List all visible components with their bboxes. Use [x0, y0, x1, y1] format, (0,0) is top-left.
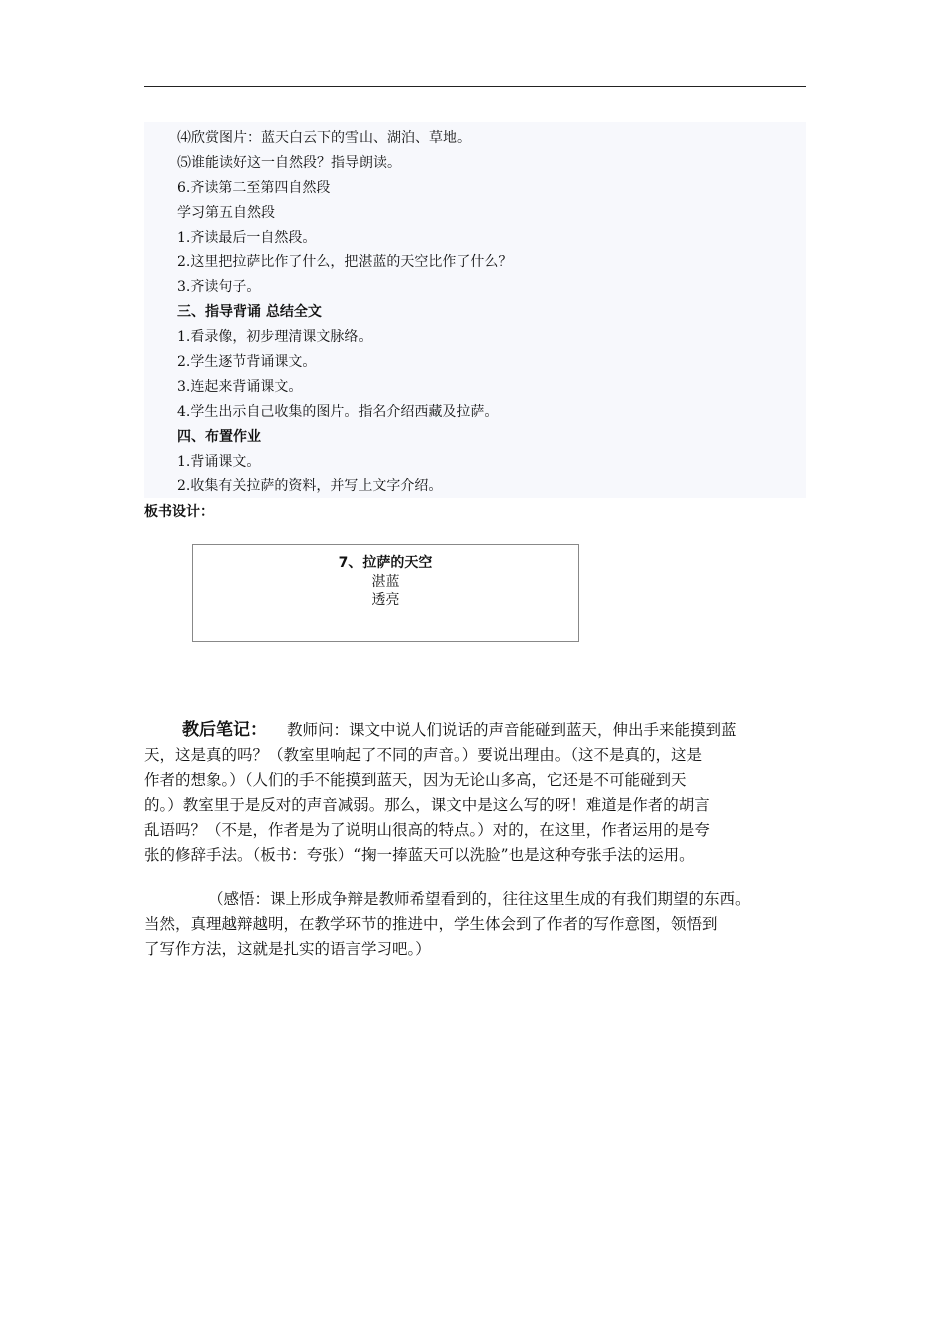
lesson-line: ⑷欣赏图片：蓝天白云下的雪山、湖泊、草地。: [177, 130, 471, 146]
notes-line: 张的修辞手法。（板书：夸张）“掬一捧蓝天可以洗脸”也是这种夸张手法的运用。: [144, 846, 695, 864]
notes-line: 乱语吗？（不是，作者是为了说明山很高的特点。）对的，在这里，作者运用的是夸: [144, 821, 710, 839]
lesson-line: ⑸谁能读好这一自然段？指导朗读。: [177, 154, 401, 171]
lesson-line: 2.收集有关拉萨的资料，并写上文字介绍。: [177, 478, 443, 495]
post-class-notes: [144, 718, 808, 962]
reflection-line: 当然，真理越辩越明，在教学环节的推进中，学生体会到了作者的写作意图，领悟到: [144, 915, 718, 933]
notes-line: 作者的想象。）（人们的手不能摸到蓝天，因为无论山多高，它还是不可能碰到天: [144, 771, 687, 789]
board-title: 7、拉萨的天空: [338, 555, 433, 571]
lesson-line: 2.这里把拉萨比作了什么，把湛蓝的天空比作了什么？: [177, 254, 513, 271]
lesson-line: 2.学生逐节背诵课文。: [177, 354, 317, 371]
paragraph-gap: [144, 868, 808, 887]
notes-text: 教师问：课文中说人们说话的声音能碰到蓝天，伸出手来能摸到蓝: [287, 721, 737, 739]
notes-line: 的。）教室里于是反对的声音减弱。那么，课文中是这么写的呀！难道是作者的胡言: [144, 796, 710, 814]
lesson-line: 6.齐读第二至第四自然段: [177, 179, 331, 196]
lesson-line: 1.看录像，初步理清课文脉络。: [177, 329, 373, 346]
reflection-line: 了写作方法，这就是扎实的语言学习吧。）: [144, 940, 431, 958]
board-line: 湛蓝: [371, 574, 400, 590]
lesson-line: 1.背诵课文。: [177, 453, 261, 470]
lesson-line: 3.连起来背诵课文。: [177, 378, 303, 395]
notes-label: 教后笔记：: [182, 720, 267, 740]
notes-line: [144, 718, 808, 743]
section-heading: 三、指导背诵 总结全文: [177, 304, 322, 321]
reflection-line: （感悟：课上形成争辩是教师希望看到的，往往这里生成的有我们期望的东西。: [208, 890, 751, 908]
blackboard-box: [192, 544, 579, 642]
lesson-line: 3.齐读句子。: [177, 279, 261, 296]
header-rule: [144, 86, 806, 87]
board-line: 透亮: [371, 592, 400, 608]
board-design-label: 板书设计：: [144, 504, 214, 520]
lesson-line: 1.齐读最后一自然段。: [177, 229, 317, 246]
lesson-line: 学习第五自然段: [177, 204, 275, 221]
section-heading: 四、布置作业: [177, 428, 261, 445]
lesson-line: 4.学生出示自己收集的图片。指名介绍西藏及拉萨。: [177, 403, 499, 420]
lesson-steps: [177, 126, 797, 499]
notes-line: 天，这是真的吗？（教室里响起了不同的声音。）要说出理由。（这不是真的，这是: [144, 746, 703, 764]
